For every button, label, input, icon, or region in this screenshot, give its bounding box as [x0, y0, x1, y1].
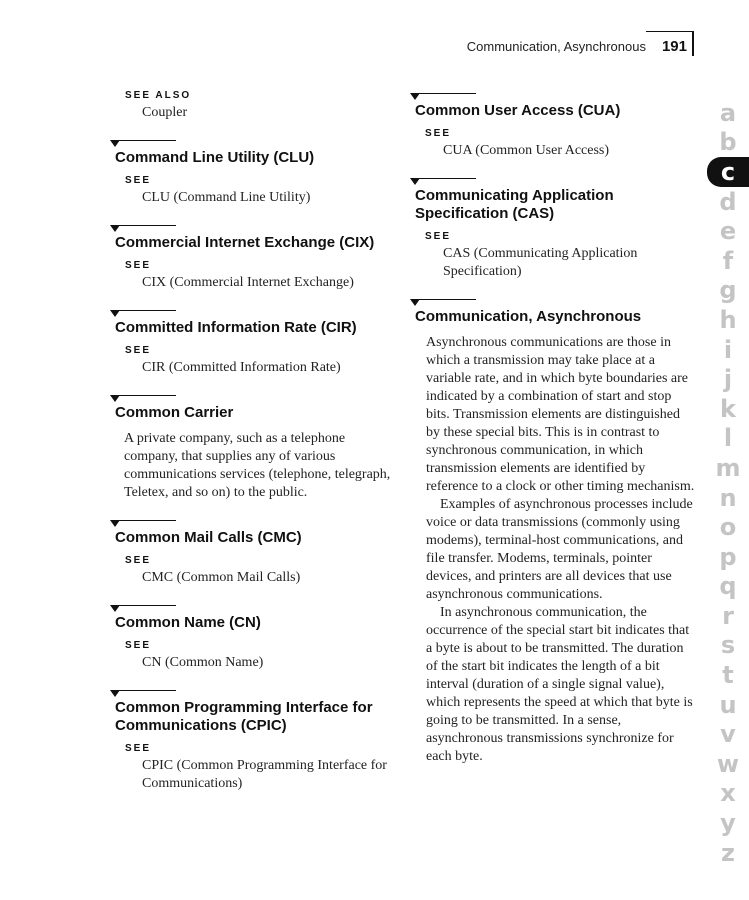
letter-tab-y: y: [720, 809, 736, 838]
letter-tab-g: g: [719, 276, 737, 305]
letter-tab-r: r: [722, 601, 734, 630]
glossary-entry: [110, 392, 395, 502]
running-head-title: Communication, Asynchronous: [466, 38, 646, 54]
cross-reference: CUA (Common User Access): [443, 143, 610, 158]
entry-title: Command Line Utility (CLU): [115, 149, 315, 166]
see-label: SEE: [125, 260, 152, 271]
letter-tab-j: j: [723, 365, 733, 394]
letter-tab-n: n: [719, 483, 737, 512]
letter-tab-w: w: [716, 749, 740, 778]
glossary-entry: [410, 175, 695, 281]
left-column: [110, 90, 395, 808]
entry-title: Committed Information Rate (CIR): [115, 319, 357, 336]
letter-tab-t: t: [722, 661, 734, 690]
entry-definition: [426, 334, 695, 766]
cross-reference: CMC (Common Mail Calls): [142, 570, 301, 585]
glossary-entry: [110, 137, 395, 207]
glossary-entry: [110, 602, 395, 672]
definition-paragraph: Examples of asynchronous processes include voice or data transmissions (commonly using modems), terminal-host communications, and file transfer. Modems, terminals, pointer devices, and printers are all devices that use asynchronous communications.: [426, 497, 693, 602]
entry-title: Common Name (CN): [115, 614, 261, 631]
glossary-entry: [410, 296, 695, 766]
entry-marker-icon: [110, 602, 176, 612]
letter-tab-b: b: [719, 128, 737, 157]
glossary-entry: [110, 517, 395, 587]
entry-marker-icon: [110, 687, 176, 697]
entry-definition: [124, 430, 395, 502]
alphabet-thumb-index: [707, 98, 749, 867]
letter-tab-k: k: [720, 394, 736, 423]
cross-reference: CN (Common Name): [142, 655, 264, 670]
letter-tab-u: u: [719, 690, 737, 719]
cross-reference: CLU (Command Line Utility): [142, 190, 311, 205]
cross-reference: CAS (Communicating Application Specification): [443, 246, 638, 279]
letter-tab-h: h: [719, 305, 737, 334]
entry-marker-icon: [410, 296, 476, 306]
entry-title: Communication, Asynchronous: [415, 308, 642, 325]
glossary-entry: [410, 90, 695, 160]
entry-marker-icon: [110, 392, 176, 402]
definition-paragraph: A private company, such as a telephone company, that supplies any of various communications services (telephone, telegraph, Teletex, and so on) to the public.: [124, 431, 391, 500]
letter-tab-d: d: [719, 187, 737, 216]
cross-reference: Coupler: [142, 105, 188, 120]
entry-marker-icon: [110, 137, 176, 147]
see-label: SEE: [125, 175, 152, 186]
letter-tab-l: l: [723, 424, 733, 453]
glossary-entry: [110, 307, 395, 377]
page-number: 191: [661, 37, 687, 55]
see-label: SEE: [425, 128, 452, 139]
page-number-rule: [646, 31, 694, 56]
glossary-entry: [110, 687, 395, 793]
entry-title: Common User Access (CUA): [415, 102, 621, 119]
glossary-entry: [110, 90, 395, 122]
see-label: SEE: [125, 555, 152, 566]
letter-tab-e: e: [719, 217, 737, 246]
right-column: [410, 90, 695, 781]
entry-marker-icon: [110, 222, 176, 232]
letter-tab-p: p: [719, 542, 737, 571]
definition-paragraph: Asynchronous communications are those in which a transmission may take place at a variable rate, and in which byte boundaries are indicated by a combination of start and stop bits. Transmission elements are distinguished by these special bits. This is in contrast to synchronous communication, in which transmission elements are identified by reference to a clock or other timing mechanism.: [426, 335, 695, 494]
see-label: SEE: [425, 231, 452, 242]
letter-tab-f: f: [722, 246, 734, 275]
letter-tab-z: z: [721, 838, 735, 867]
see-also-label: SEE ALSO: [125, 90, 192, 101]
letter-tab-q: q: [719, 572, 737, 601]
entry-title: Common Mail Calls (CMC): [115, 529, 302, 546]
letter-tab-a: a: [719, 98, 737, 127]
see-label: SEE: [125, 743, 152, 754]
cross-reference: CIX (Commercial Internet Exchange): [142, 275, 354, 290]
cross-reference: CIR (Committed Information Rate): [142, 360, 341, 375]
entry-title: Common Programming Interface for Communications (CPIC): [115, 699, 373, 734]
letter-tab-s: s: [720, 631, 736, 660]
definition-paragraph: In asynchronous communication, the occurrence of the special start bit indicates that a byte is about to be transmitted. The duration of the start bit indicates the length of a bit interval (duration of a single signal value), which represents the speed at which that byte is going to be transmitted. In a sense, asynchronous transmissions synchronize for each byte.: [426, 605, 693, 764]
entry-marker-icon: [110, 517, 176, 527]
letter-tab-x: x: [720, 779, 736, 808]
letter-tab-v: v: [720, 720, 736, 749]
letter-tab-c: c: [707, 157, 749, 187]
entry-marker-icon: [110, 307, 176, 317]
entry-title: Common Carrier: [115, 404, 234, 421]
entry-marker-icon: [410, 175, 476, 185]
letter-tab-i: i: [723, 335, 733, 364]
entry-marker-icon: [410, 90, 476, 100]
letter-tab-o: o: [719, 513, 737, 542]
entry-title: Communicating Application Specification (CAS): [415, 187, 614, 222]
letter-tab-m: m: [715, 453, 741, 482]
glossary-entry: [110, 222, 395, 292]
entry-title: Commercial Internet Exchange (CIX): [115, 234, 375, 251]
cross-reference: CPIC (Common Programming Interface for Communications): [142, 758, 387, 791]
see-label: SEE: [125, 345, 152, 356]
see-label: SEE: [125, 640, 152, 651]
